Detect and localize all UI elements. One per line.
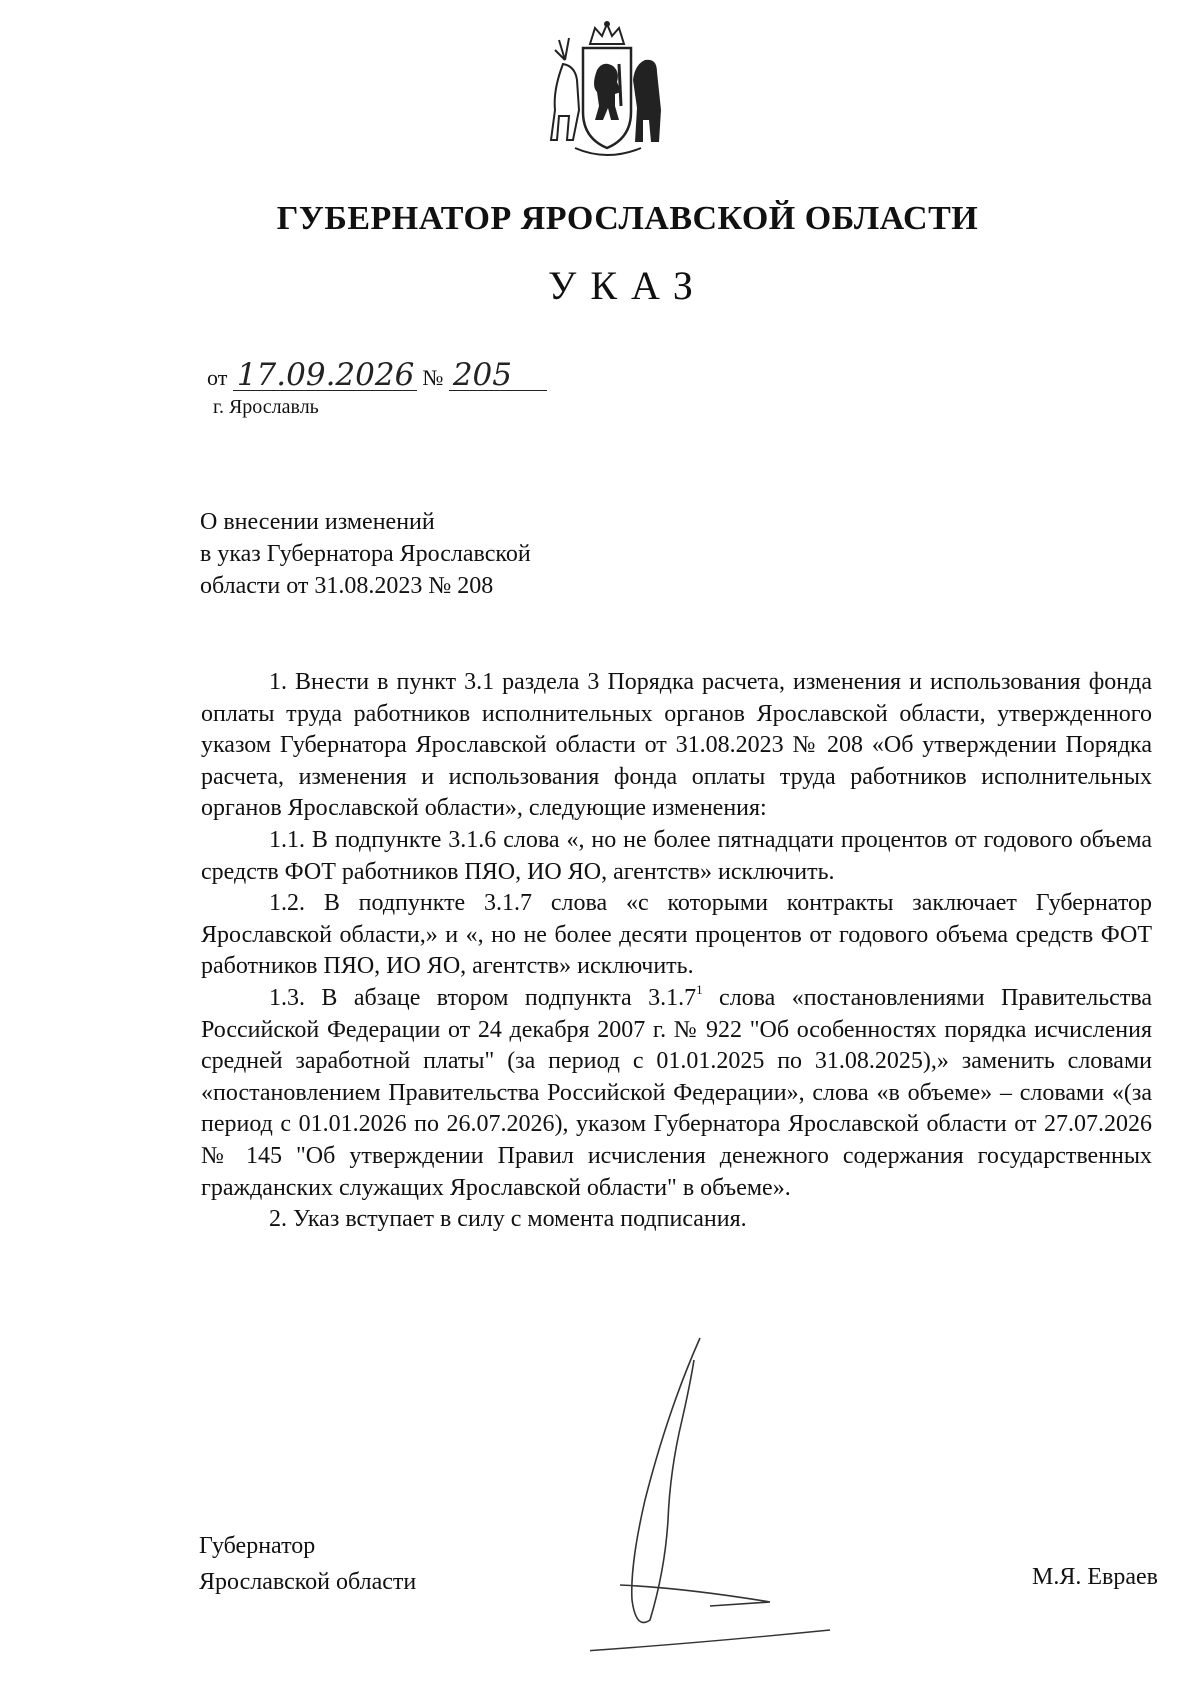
superscript: 1 xyxy=(696,981,703,997)
signatory-title xyxy=(199,1528,416,1600)
decree-body xyxy=(201,667,1152,1236)
document-type: УКАЗ xyxy=(548,263,707,308)
paragraph-2: 2. Указ вступает в силу с момента подписания. xyxy=(269,1206,747,1233)
signatory-title-line: Ярославской области xyxy=(199,1569,417,1595)
city: г. Ярославль xyxy=(213,396,319,418)
organization-title: ГУБЕРНАТОР ЯРОСЛАВСКОЙ ОБЛАСТИ xyxy=(276,200,979,237)
handwritten-number: 205 xyxy=(449,360,547,391)
signatory-title-line: Губернатор xyxy=(199,1533,316,1559)
paragraph-1-3 xyxy=(201,983,1152,1204)
decree-subject xyxy=(200,506,620,602)
subject-line: в указ Губернатора Ярославской xyxy=(200,541,531,567)
paragraph-1: 1. Внести в пункт 3.1 раздела 3 Порядка расчета, изменения и использования фонда оплаты труда работников исполнительных органов Ярославской области, утвержденного указом Губернатора Ярославской области от 31.08.2023 № 208 «Об утверждении Порядка расчета, изменения и использования фонда оплаты труда работников исполнительных органов Ярославской области», следующие изменения: xyxy=(201,669,1152,822)
coat-of-arms-emblem xyxy=(545,20,670,170)
paragraph-1-3-start: 1.3. В абзаце втором подпункта 3.1.7 xyxy=(269,984,697,1011)
number-prefix: № xyxy=(422,365,444,390)
paragraph-1-1: 1.1. В подпункте 3.1.6 слова «, но не более пятнадцати процентов от годового объема средств ФОТ работников ПЯО, ИО ЯО, агентств» исключить. xyxy=(201,826,1152,885)
paragraph-1-3-rest: слова «постановлениями Правительства Российской Федерации от 24 декабря 2007 г. № 922 "Об особенностях порядка исчисления средней заработной платы" (за период с 01.01.2025 по 31.08.2025),» заменить словами «постановлением Правительства Российской Федерации», слова «в объеме» – словами «(за период с 01.01.2026 по 26.07.2026), указом Губернатора Ярославской области от 27.07.2026 № 145 "Об утверждении Правил исчисления денежного содержания государственных гражданских служащих Ярославской области" в объеме». xyxy=(201,984,1152,1201)
decree-meta xyxy=(207,357,547,393)
signatory-name: М.Я. Евраев xyxy=(1032,1564,1158,1590)
handwritten-date: 17.09.2026 xyxy=(233,360,417,391)
paragraph-1-2: 1.2. В подпункте 3.1.7 слова «с которыми контракты заключает Губернатор Ярославской области,» и «, но не более десяти процентов от годового объема средств ФОТ работников ПЯО, ИО ЯО, агентств» исключить. xyxy=(201,890,1152,980)
handwritten-signature xyxy=(590,1330,870,1660)
subject-line: О внесении изменений xyxy=(200,509,435,535)
subject-line: области от 31.08.2023 № 208 xyxy=(200,573,494,599)
date-prefix: от xyxy=(207,365,228,390)
